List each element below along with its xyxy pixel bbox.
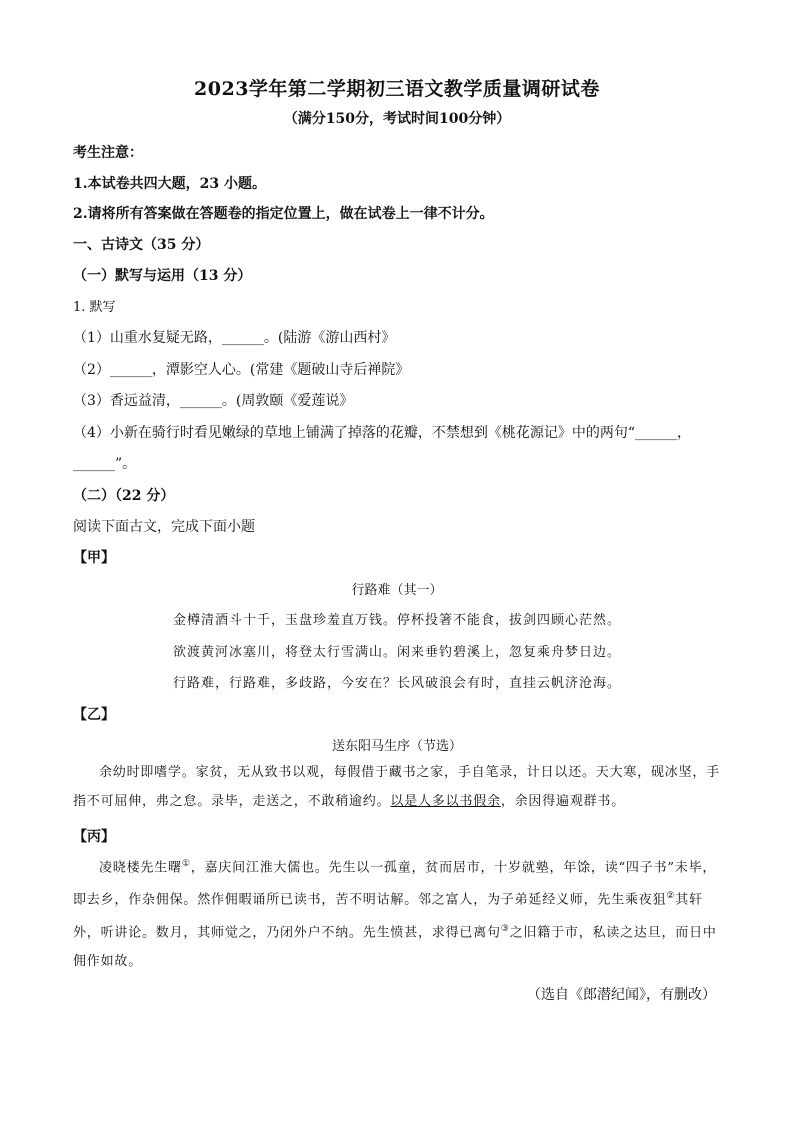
passage-yi-text-part: ，余因得遍观群书。 [500,794,626,809]
poem-line: 金樽清酒斗十千，玉盘珍羞直万钱。停杯投箸不能食，拔剑四顾心茫然。 [172,613,621,628]
question-1-4-line-1: （4）小新在骑行时看见嫩绿的草地上铺满了掉落的花瓣，不禁想到《桃花源记》中的两句“______， [73,425,692,441]
passage-bing-text-part: 凌晓楼先生曙 [99,860,182,876]
poem-line: 行路难，行路难，多歧路，今安在？长风破浪会有时，直挂云帆济沧海。 [172,676,621,691]
question-1-4-line-2: ______”。 [73,456,137,472]
part-1-heading: （一）默写与运用（13 分） [73,268,252,284]
exam-subtitle: （满分150分，考试时间100分钟） [283,111,511,127]
part-2-instruction: 阅读下面古文，完成下面小题 [73,519,255,535]
passage-source: （选自《郎潜纪闻》，有删改） [527,987,716,1003]
passage-bing-text [73,850,723,976]
passage-yi-text [73,758,723,816]
poem-title: 行路难（其一） [351,583,443,598]
passage-bing-text-part: 之旧籍于市，私读之达旦，而日中佣作如故。 [73,924,717,969]
prose-title: 送东阳马生序（节选） [331,739,462,754]
passage-bing-label: 【丙】 [73,829,115,845]
passage-bing-text-part: ，嘉庆间江淮大儒也。先生以一孤童，贫而居市，十岁就塾，年馀，读“四子书”未毕，即去乡，作杂佣保。然作佣暇诵所已读书，苦不明诂解。邻之富人，为子弟延经义师，先生乘夜狙 [73,860,717,908]
passage-bing-text-part: 其轩外，听讲论。数月，其师觉之，乃闭外户不纳。先生愤甚，求得已离句 [73,892,703,940]
exam-title: 2023学年第二学期初三语文教学质量调研试卷 [194,78,600,100]
notice-heading: 考生注意： [73,145,143,161]
question-1-3: （3）香远益清，______。(周敦颐《爱莲说》 [73,393,354,409]
footnote-marker: ② [666,891,676,902]
passage-jia-label: 【甲】 [73,550,115,566]
underlined-sentence: 以是人多以书假余 [390,794,501,809]
passage-yi-label: 【乙】 [73,707,115,723]
question-1-label: 1. 默写 [73,300,116,315]
section-1-heading: 一、古诗文（35 分） [73,237,210,253]
part-2-heading: （二）（22 分） [73,488,175,504]
question-1-2: （2）______，潭影空人心。(常建《题破山寺后禅院》 [73,362,410,378]
poem-line: 欲渡黄河冰塞川，将登太行雪满山。闲来垂钓碧溪上，忽复乘舟梦日边。 [172,645,621,660]
notice-item-2: 2.请将所有答案做在答题卷的指定位置上，做在试卷上一律不计分。 [73,206,494,222]
question-1-1: （1）山重水复疑无路，______。(陆游《游山西村》 [73,330,396,346]
passage-yi-text-part: 余幼时即嗜学。家贫，无从致书以观，每假借于藏书之家，手自笔录，计日以还。天大寒，砚冰坚，手指不可屈伸，弗之怠。录毕，走送之，不敢稍逾约。 [73,765,721,809]
notice-item-1: 1.本试卷共四大题，23 小题。 [73,176,266,192]
footnote-marker: ③ [500,923,510,934]
footnote-marker: ① [181,859,191,869]
